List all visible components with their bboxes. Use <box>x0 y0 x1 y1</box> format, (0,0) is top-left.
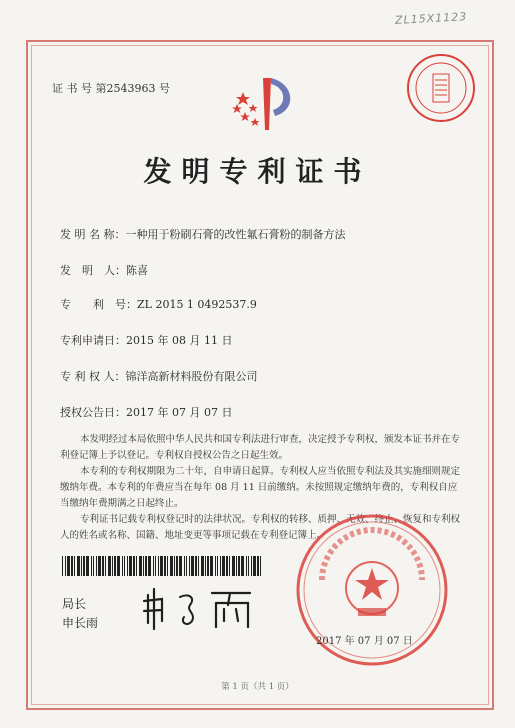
patent-office-logo <box>225 70 305 140</box>
invention-name-row <box>60 226 346 242</box>
director-name: 申长雨 <box>62 616 99 630</box>
patentee-label: 专 利 权 人： <box>60 370 126 383</box>
invention-name-label: 发 明 名 称： <box>60 228 126 241</box>
body-paragraph: 本专利的专利权期限为二十年，自申请日起算。专利权人应当依照专利法及其实施细则规定缴纳年费。本专利的年费应当在每年 08 月 11 日前缴纳。未按照规定缴纳年费的，专利权自应当缴纳年费期满之日起终止。 <box>60 466 461 509</box>
patentee: 锦洋高新材料股份有限公司 <box>125 370 258 383</box>
filing-date-row <box>60 332 232 348</box>
filing-date: 2015 年 08 月 11 日 <box>126 334 233 347</box>
certificate-number: 证 书 号 第2543963 号 <box>52 82 170 95</box>
filing-date-label: 专利申请日： <box>60 334 126 347</box>
page-number: 第 1 页（共 1 页） <box>221 682 294 692</box>
barcode <box>62 556 262 576</box>
grant-date-row <box>60 404 232 420</box>
body-paragraph: 专利证书记载专利权登记时的法律状况。专利权的转移、质押、无效、终止、恢复和专利权人的姓名或名称、国籍、地址变更等事项记载在专利登记簿上。 <box>60 514 461 541</box>
grant-date: 2017 年 07 月 07 日 <box>126 406 233 419</box>
body-paragraph: 本发明经过本局依照中华人民共和国专利法进行审查，决定授予专利权，颁发本证书并在专利登记簿上予以登记。专利权自授权公告之日起生效。 <box>60 434 461 461</box>
director-signature <box>140 583 270 633</box>
agency-seal-icon <box>405 52 477 124</box>
certificate-title: 发明专利证书 <box>143 155 372 188</box>
director-title: 局长 <box>62 597 87 611</box>
patent-number: ZL 2015 1 0492537.9 <box>137 298 257 311</box>
patentee-row <box>60 368 258 384</box>
grant-date-label: 授权公告日： <box>60 406 126 419</box>
inventor: 陈喜 <box>126 264 148 277</box>
patent-number-label: 专 利 号： <box>60 298 137 311</box>
patent-number-row <box>60 296 257 312</box>
invention-name: 一种用于粉刷石膏的改性氟石膏粉的制备方法 <box>125 228 346 241</box>
inventor-label: 发 明 人： <box>60 264 126 277</box>
handwritten-number: ZL15X1123 <box>394 10 468 27</box>
seal-date: 2017 年 07 月 07 日 <box>316 636 413 647</box>
inventor-row <box>60 262 148 278</box>
